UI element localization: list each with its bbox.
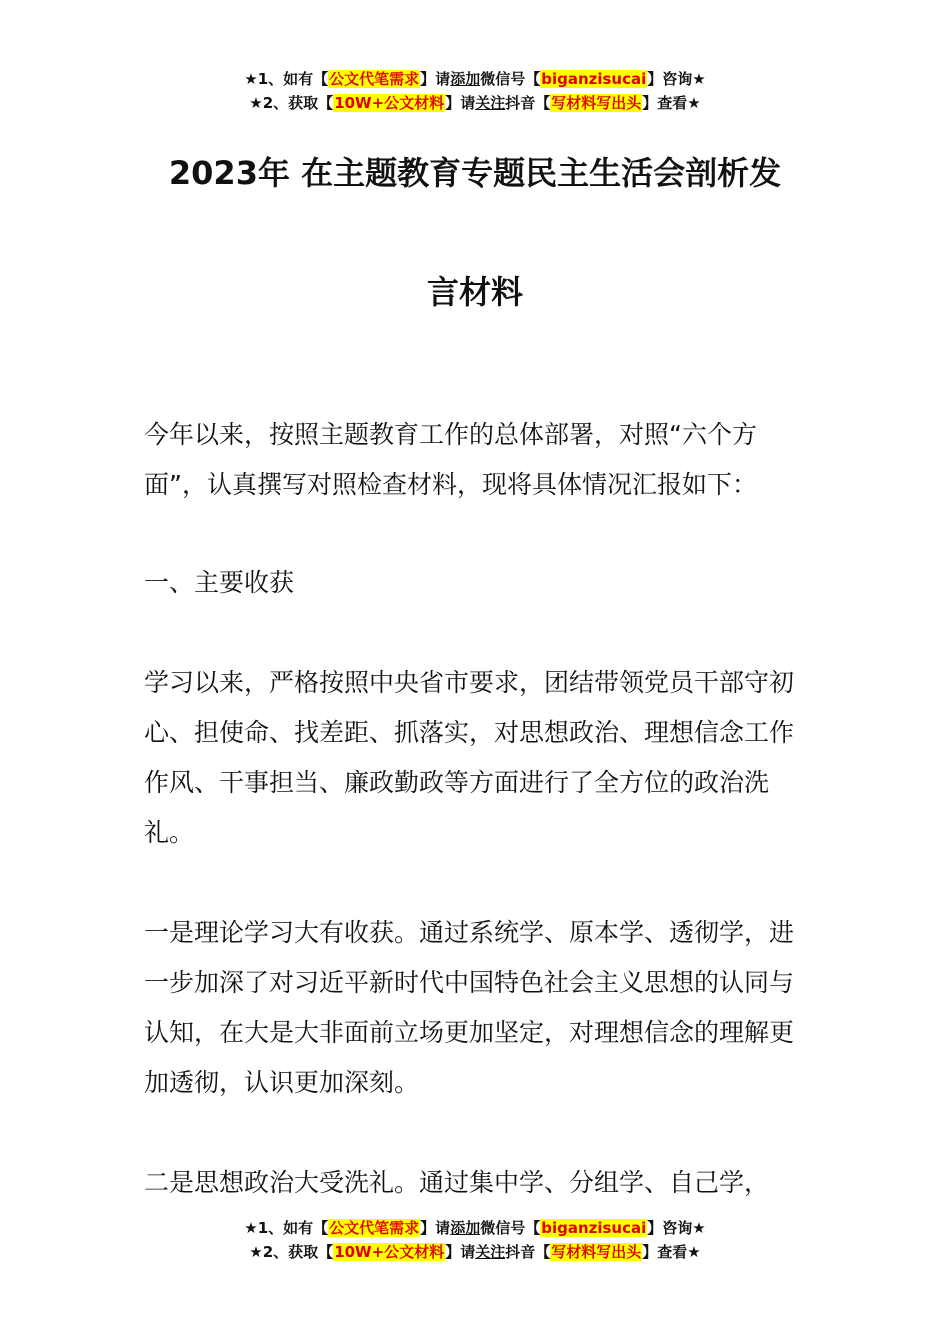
paragraph-text: 一是理论学习大有收获。通过系统学、原本学、透彻学，进一步加深了对习近平新时代中国特色社会主义思想的认同与认知，在大是大非面前立场更加坚定，对理想信念的理解更加透彻，认识更加深刻。 <box>144 918 795 1097</box>
banner-text: 微信号【 <box>480 70 541 88</box>
banner-text: 微信号【 <box>480 1219 541 1237</box>
banner-text: 抖音【 <box>505 94 551 112</box>
banner-text: 】咨询★ <box>647 1219 706 1237</box>
banner-text: 】查看★ <box>642 94 701 112</box>
banner-text: 】请 <box>445 1243 476 1261</box>
paragraph-theory-study <box>144 908 814 1108</box>
heading-text: 一、主要收获 <box>144 568 295 597</box>
header-banner <box>0 67 950 115</box>
banner-highlight: biganzisucai <box>541 70 647 88</box>
banner-text: 】请 <box>420 70 451 88</box>
header-banner-line-1 <box>0 67 950 91</box>
intro-paragraph <box>144 410 814 510</box>
banner-text: 】请 <box>445 94 476 112</box>
paragraph-political-thought <box>144 1158 814 1208</box>
banner-text: 】请 <box>420 1219 451 1237</box>
paragraph-main-gains <box>144 658 814 858</box>
footer-banner <box>0 1216 950 1264</box>
banner-highlight: 写材料写出头 <box>551 94 642 112</box>
banner-highlight: biganzisucai <box>541 1219 647 1237</box>
banner-highlight: 公文代笔需求 <box>329 1219 420 1237</box>
banner-text: 抖音【 <box>505 1243 551 1261</box>
banner-text: ★2、获取【 <box>249 94 334 112</box>
banner-text: 】咨询★ <box>647 70 706 88</box>
banner-underline: 关注 <box>475 94 506 112</box>
banner-highlight: 10W+公文材料 <box>334 1243 445 1261</box>
banner-highlight: 10W+公文材料 <box>334 94 445 112</box>
banner-text: ★2、获取【 <box>249 1243 334 1261</box>
banner-text: ★1、如有【 <box>244 70 329 88</box>
banner-underline: 添加 <box>450 70 481 88</box>
banner-text: ★1、如有【 <box>244 1219 329 1237</box>
paragraph-text: 今年以来，按照主题教育工作的总体部署，对照“六个方面”，认真撰写对照检查材料，现将具体情况汇报如下： <box>144 420 757 499</box>
section-heading <box>144 558 814 608</box>
banner-highlight: 公文代笔需求 <box>329 70 420 88</box>
footer-banner-line-1 <box>0 1216 950 1240</box>
banner-underline: 关注 <box>475 1243 506 1261</box>
banner-highlight: 写材料写出头 <box>551 1243 642 1261</box>
document-title-line-2: 言材料 <box>426 273 523 311</box>
banner-text: 】查看★ <box>642 1243 701 1261</box>
paragraph-text: 学习以来，严格按照中央省市要求，团结带领党员干部守初心、担使命、找差距、抓落实，对思想政治、理想信念工作作风、干事担当、廉政勤政等方面进行了全方位的政治洗礼。 <box>144 668 795 847</box>
paragraph-text: 二是思想政治大受洗礼。通过集中学、分组学、自己学， <box>144 1168 770 1197</box>
document-title-line-1: 2023年 在主题教育专题民主生活会剖析发 <box>168 154 782 192</box>
header-banner-line-2 <box>0 91 950 115</box>
banner-underline: 添加 <box>450 1219 481 1237</box>
footer-banner-line-2 <box>0 1240 950 1264</box>
